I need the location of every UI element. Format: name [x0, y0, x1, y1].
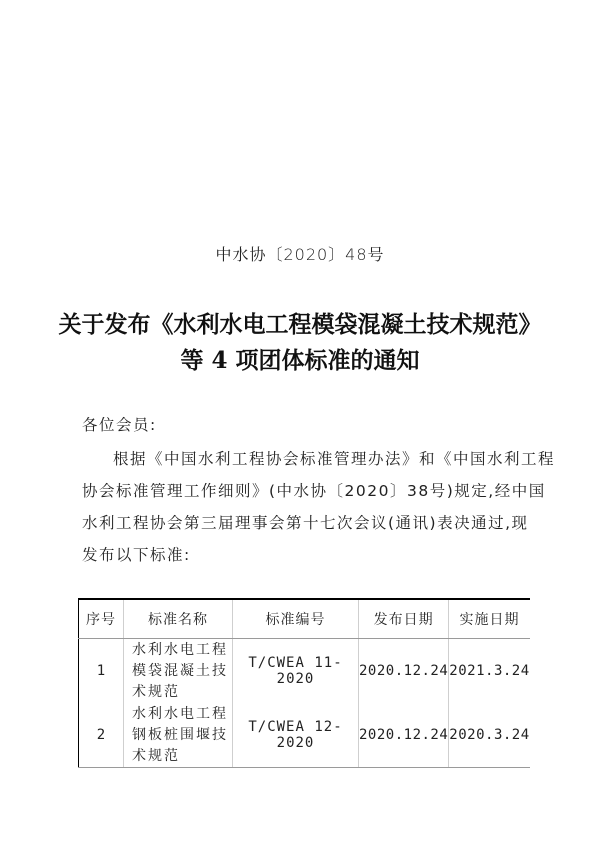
- header-seq: 序号: [79, 599, 124, 639]
- standards-table: [78, 598, 530, 768]
- body-line-4: 发布以下标准:: [82, 546, 191, 564]
- cell-code: T/CWEA 11-2020: [233, 639, 359, 704]
- body-line-3: 水利工程协会第三届理事会第十七次会议(通讯)表决通过,现: [82, 514, 529, 532]
- title-line-1: 关于发布《水利水电工程模袋混凝土技术规范》: [58, 311, 542, 338]
- body-line-2: 协会标准管理工作细则》(中水协〔2020〕38号)规定,经中国: [82, 482, 546, 500]
- salutation: 各位会员:: [82, 416, 157, 434]
- body-line-1: 根据《中国水利工程协会标准管理办法》和《中国水利工程: [113, 450, 556, 468]
- cell-code: T/CWEA 12-2020: [233, 703, 359, 768]
- header-name: 标准名称: [124, 599, 233, 639]
- table-row: [79, 639, 530, 704]
- body-paragraph: [82, 443, 556, 571]
- header-effective-date: 实施日期: [449, 599, 530, 639]
- header-code: 标准编号: [233, 599, 359, 639]
- table-header-row: [79, 599, 530, 639]
- table-row: [79, 703, 530, 768]
- title-line-2: 等 4 项团体标准的通知: [180, 347, 420, 374]
- document-title: [40, 307, 560, 379]
- header-publish-date: 发布日期: [359, 599, 449, 639]
- cell-seq: 2: [79, 703, 124, 768]
- cell-publish-date: 2020.12.24: [359, 703, 449, 768]
- cell-name: 水利水电工程模袋混凝土技术规范: [124, 639, 233, 704]
- cell-effective-date: 2020.3.24: [449, 703, 530, 768]
- cell-seq: 1: [79, 639, 124, 704]
- cell-effective-date: 2021.3.24: [449, 639, 530, 704]
- document-number: 中水协〔2020〕48号: [215, 245, 385, 264]
- cell-name: 水利水电工程钢板桩围堰技术规范: [124, 703, 233, 768]
- cell-publish-date: 2020.12.24: [359, 639, 449, 704]
